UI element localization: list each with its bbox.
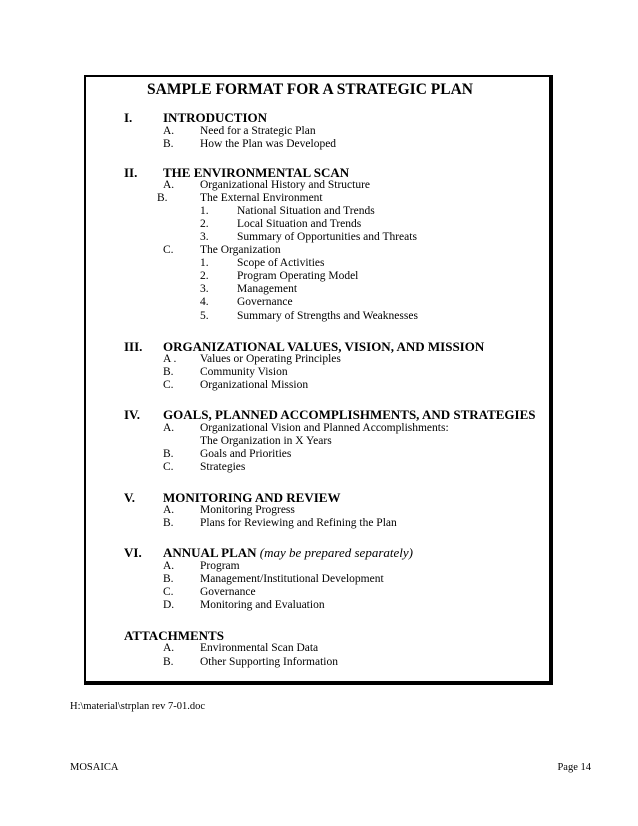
section-numeral: II. (124, 165, 138, 180)
item-text: Community Vision (200, 366, 288, 378)
item-label: A. (163, 422, 175, 434)
section-heading: MONITORING AND REVIEW (163, 490, 341, 505)
attachments-heading: ATTACHMENTS (124, 628, 224, 643)
item-text: Goals and Priorities (200, 448, 292, 460)
section-numeral: III. (124, 339, 143, 354)
subitem-label: 1. (200, 205, 209, 217)
item-label: C. (163, 461, 174, 473)
item-text: Organizational Mission (200, 379, 309, 391)
item-label: B. (163, 573, 174, 585)
item-label: A. (163, 179, 175, 191)
page-number: Page 14 (557, 762, 591, 773)
section-heading: ORGANIZATIONAL VALUES, VISION, AND MISSION (163, 339, 485, 354)
item-label: D. (163, 599, 175, 611)
item-label: C. (163, 586, 174, 598)
page-title: SAMPLE FORMAT FOR A STRATEGIC PLAN (147, 81, 473, 98)
section-heading (163, 546, 413, 559)
subitem-text: Summary of Strengths and Weaknesses (237, 310, 418, 322)
subitem-label: 5. (200, 310, 209, 322)
subitem-label: 4. (200, 296, 209, 308)
item-text: Program (200, 560, 240, 572)
item-text: Plans for Reviewing and Refining the Plan (200, 517, 397, 529)
subitem-text: National Situation and Trends (237, 205, 375, 217)
item-label: A. (163, 125, 175, 137)
item-text-continued: The Organization in X Years (200, 435, 332, 447)
item-text: How the Plan was Developed (200, 138, 337, 150)
subitem-text: Governance (237, 296, 293, 308)
item-text: Management/Institutional Development (200, 573, 384, 585)
subitem-text: Management (237, 283, 298, 295)
section-numeral: I. (124, 110, 133, 125)
subitem-label: 1. (200, 257, 209, 269)
section-heading-text: ANNUAL PLAN (163, 545, 257, 560)
item-label: A. (163, 504, 175, 516)
subitem-label: 3. (200, 231, 209, 243)
item-text: Strategies (200, 461, 246, 473)
section-numeral: VI. (124, 545, 142, 560)
item-label: C. (163, 244, 174, 256)
item-text: The Organization (200, 244, 281, 256)
item-text: Monitoring and Evaluation (200, 599, 325, 611)
item-label: C. (163, 379, 174, 391)
subitem-label: 2. (200, 218, 209, 230)
section-heading: THE ENVIRONMENTAL SCAN (163, 165, 350, 180)
item-label: B. (157, 192, 168, 204)
item-text: Governance (200, 586, 256, 598)
section-numeral: V. (124, 490, 135, 505)
item-text: Other Supporting Information (200, 656, 338, 668)
subitem-label: 3. (200, 283, 209, 295)
section-numeral: IV. (124, 407, 141, 422)
item-label: B. (163, 656, 174, 668)
item-text: Organizational History and Structure (200, 179, 371, 191)
section-heading: GOALS, PLANNED ACCOMPLISHMENTS, AND STRATEGIES (163, 407, 536, 422)
item-text: Values or Operating Principles (200, 353, 341, 365)
item-label: A. (163, 560, 175, 572)
item-text: Organizational Vision and Planned Accomplishments: (200, 422, 449, 434)
item-text: Monitoring Progress (200, 504, 295, 516)
footer-org: MOSAICA (70, 762, 119, 773)
subitem-text: Summary of Opportunities and Threats (237, 231, 417, 243)
item-text: The External Environment (200, 192, 323, 204)
item-text: Environmental Scan Data (200, 642, 319, 654)
item-label: A. (163, 642, 175, 654)
section-heading-note: (may be prepared separately) (259, 545, 413, 560)
item-label: B. (163, 366, 174, 378)
item-label: A . (163, 353, 177, 365)
item-label: B. (163, 448, 174, 460)
subitem-text: Local Situation and Trends (237, 218, 362, 230)
subitem-label: 2. (200, 270, 209, 282)
subitem-text: Scope of Activities (237, 257, 325, 269)
subitem-text: Program Operating Model (237, 270, 359, 282)
item-text: Need for a Strategic Plan (200, 125, 316, 137)
section-heading: INTRODUCTION (163, 110, 268, 125)
item-label: B. (163, 138, 174, 150)
item-label: B. (163, 517, 174, 529)
file-path: H:\material\strplan rev 7-01.doc (70, 701, 205, 712)
